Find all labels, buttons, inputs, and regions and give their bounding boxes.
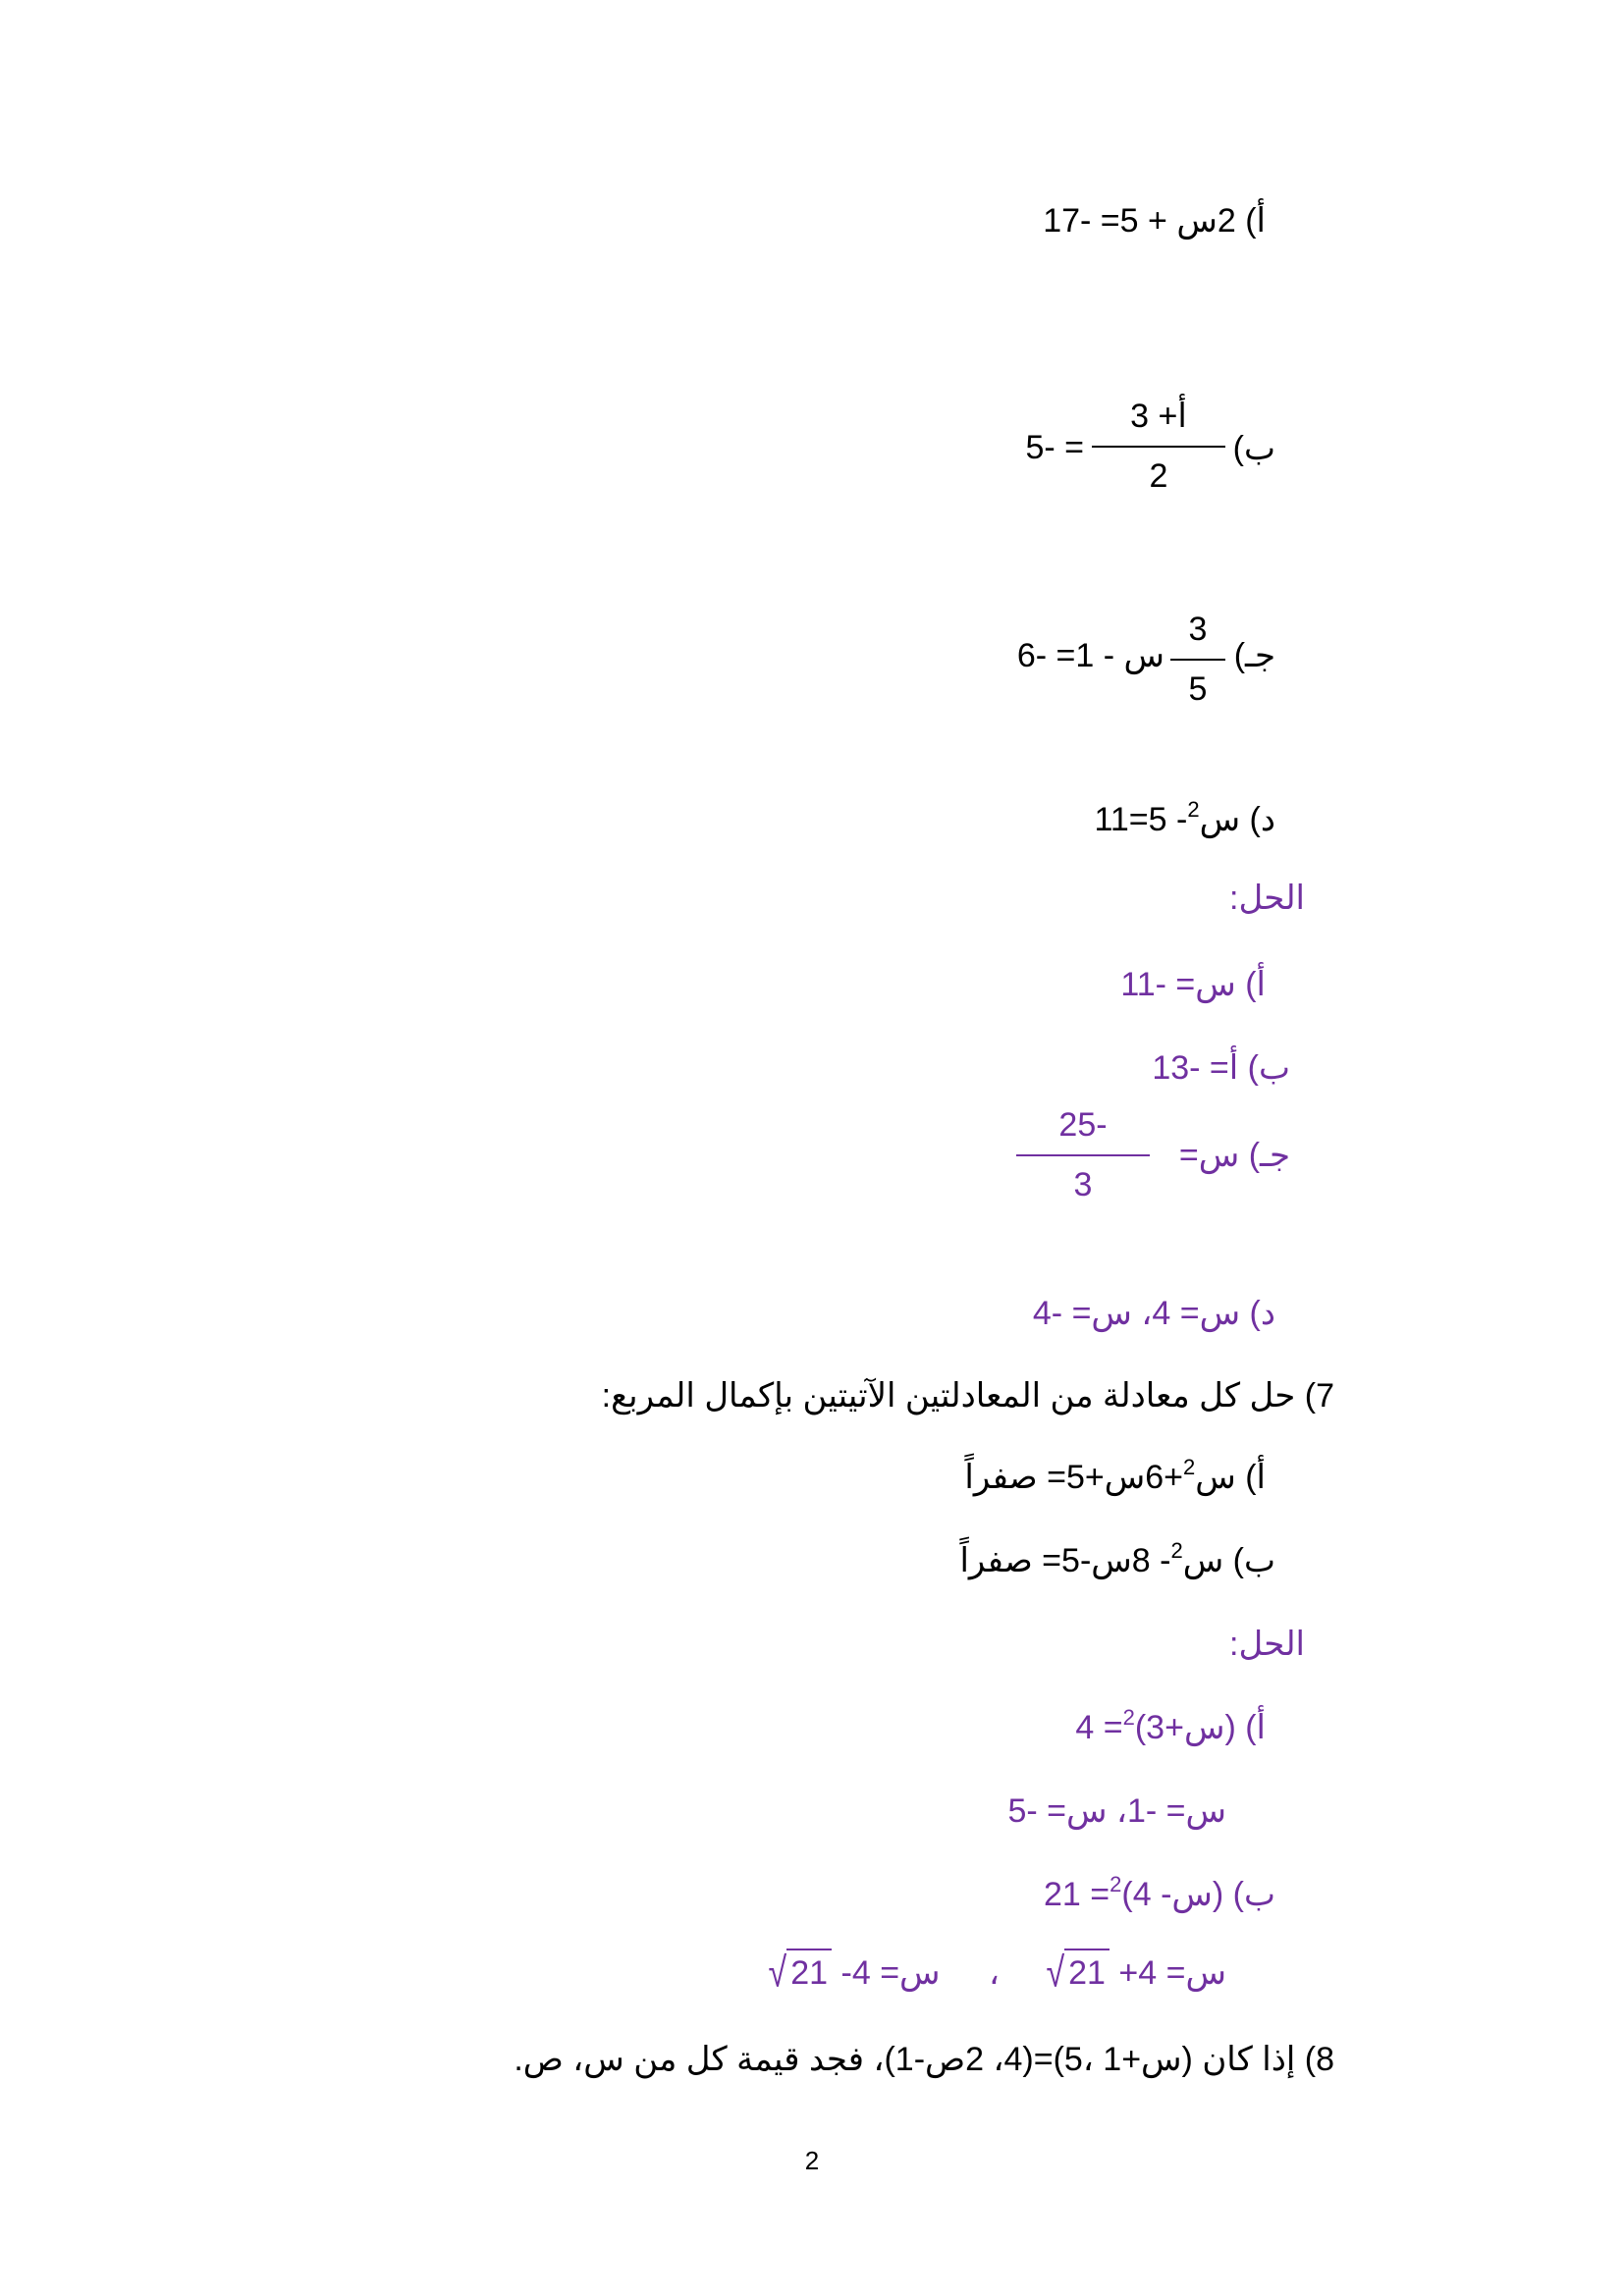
problem6-d [1094,797,1275,839]
problem6-a [1043,201,1266,240]
separator: ، [989,1954,1000,1992]
solution7-a1-post: = 4 [1075,1709,1123,1746]
problem7-a-post: +6س+5= صفراً [964,1459,1184,1496]
problem6-d-label: د) [1249,801,1275,838]
fraction-bar [1092,446,1225,448]
solution7-b1-post: = 21 [1043,1876,1110,1913]
radical-icon: √ [1046,1949,1065,1997]
solution7-b1-pre: ب) (س- 4) [1121,1876,1275,1913]
solution7-b1 [1043,1872,1275,1914]
solution7-a2: س= -1، س= -5 [1007,1792,1226,1830]
solution7-a1 [1075,1705,1266,1747]
solution6-c-label: جـ) س= [1178,1137,1290,1174]
problem6-c-rhs: س - 1= -6 [1016,637,1164,674]
problem7-a-pre: أ) س [1195,1459,1266,1496]
fraction-bar [1170,659,1225,661]
solution7-a1-pre: أ) (س+3) [1134,1709,1266,1746]
problem6-b-rhs: = -5 [1025,429,1084,466]
page-number: 2 [804,2146,820,2175]
problem7-b-post: - 8س-5= صفراً [959,1542,1171,1579]
problem6-c-denominator: 5 [1188,670,1208,708]
exponent: 2 [1183,1455,1196,1479]
radicand: 21 [1064,1949,1110,1992]
problem6-c-numerator: 3 [1188,611,1208,648]
square-root [1046,1949,1110,1997]
square-root [768,1949,833,1997]
problem6-c-label: جـ) [1233,637,1275,674]
exponent: 2 [1170,1538,1183,1563]
solution7-b2-second: س= 4- [840,1954,941,1992]
solution7-heading: الحل: [1229,1626,1305,1663]
solution6-c-numerator: -25 [1058,1106,1108,1144]
problem6-b-numerator: أ+ 3 [1130,398,1187,435]
fraction-bar [1016,1154,1150,1156]
problem8-prompt: 8) إذا كان (س+1 ،5)=(4، 2ص-1)، فجد قيمة كل من س، ص. [514,2041,1334,2078]
exponent: 2 [1187,797,1200,822]
problem6-b-denominator: 2 [1149,457,1168,495]
problem7-b [959,1538,1275,1580]
problem6-b-label: ب) [1232,430,1275,467]
exponent: 2 [1110,1872,1122,1896]
solution7-b2 [768,1949,1226,1997]
solution6-b: ب) أ= -13 [1152,1049,1290,1087]
solution6-d: د) س= 4، س= -4 [1032,1295,1275,1332]
solution7-b2-first: س= 4+ [1118,1954,1226,1992]
radical-icon: √ [768,1949,787,1997]
solution6-c-fraction [1016,1106,1150,1204]
problem6-b-fraction [1092,397,1225,496]
solution6-c-denominator: 3 [1073,1166,1093,1203]
problem6-d-post: - 5=11 [1094,801,1188,838]
exponent: 2 [1122,1705,1135,1730]
problem7-prompt: 7) حل كل معادلة من المعادلتين الآتيتين بإكمال المربع: [601,1377,1334,1415]
problem6-c-fraction [1170,611,1225,709]
solution6-a: أ) س= -11 [1120,966,1266,1003]
problem7-a [964,1455,1266,1497]
problem7-b-pre: ب) س [1182,1542,1275,1579]
solution6-heading: الحل: [1229,880,1305,917]
problem6-d-pre: س [1199,801,1241,838]
problem6-a-label: أ) [1245,202,1266,240]
radicand: 21 [786,1949,832,1992]
problem6-a-expr: 2س + 5= -17 [1043,202,1236,240]
